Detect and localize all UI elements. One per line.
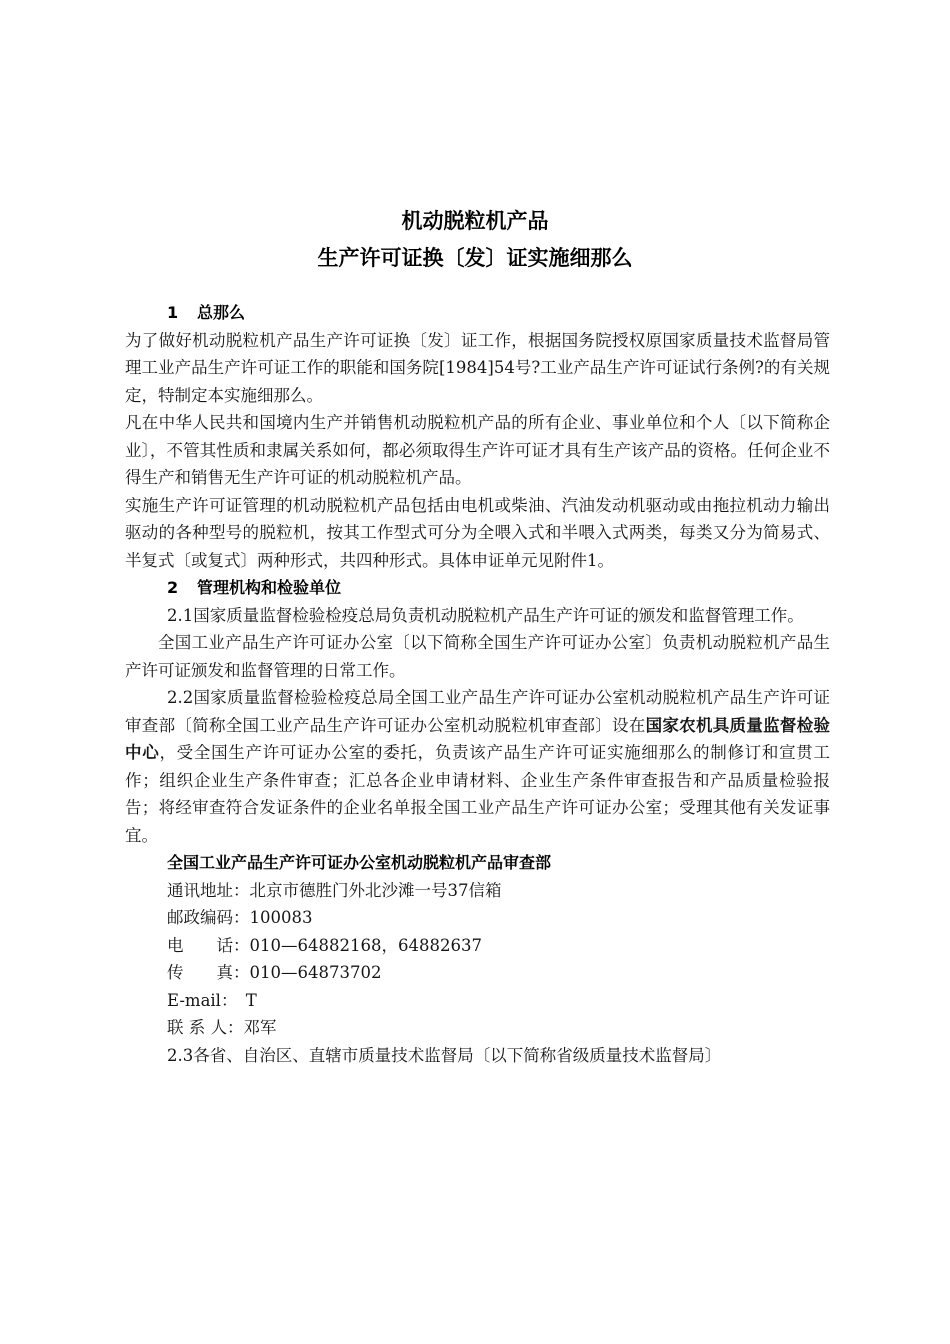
section-title: 管理机构和检验单位 [197,578,342,597]
contact-fax: 传 真：010—64873702 [167,963,382,982]
emphasized-org-name: 国家农机具质量监督检验中心 [125,715,831,762]
paragraph-2-2 [125,684,830,849]
section-number: 1 [167,303,179,322]
contact-email: E-mail： T [167,990,257,1010]
text-run: ，受全国生产许可证办公室的委托，负责该产品生产许可证实施细那么的制修订和宣贯工作；组织企业生产条件审查；汇总各企业申请材料、企业生产条件审查报告和产品质量检验报告；将经审查符合发证条件的企业名单报全国工业产品生产许可证办公室；受理其他有关发证事宜。 [125,743,831,845]
text-run: 2.2国家质量监督检验检疫总局全国工业产品生产许可证办公室机动脱粒机产品生产许可证审查部〔简称全国工业产品生产许可证办公室机动脱粒机审查部〕设在 [125,688,830,735]
contact-block [125,849,830,1069]
contact-address: 通讯地址：北京市德胜门外北沙滩一号37信箱 [167,880,502,900]
contact-heading: 全国工业产品生产许可证办公室机动脱粒机产品审查部 [167,853,552,872]
section-1-heading [125,299,830,327]
paragraph-2-1b: 全国工业产品生产许可证办公室〔以下简称全国生产许可证办公室〕负责机动脱粒机产品生产许可证颁发和监督管理的日常工作。 [125,633,830,680]
contact-person: 联 系 人：邓军 [167,1018,277,1037]
section-title: 总那么 [197,303,246,322]
section-2-heading [125,574,830,602]
document-subtitle: 生产许可证换〔发〕证实施细那么 [317,246,633,270]
paragraph-2-3: 2.3各省、自治区、直辖市质量技术监督局〔以下简称省级质量技术监督局〕 [167,1045,722,1065]
document-title: 机动脱粒机产品 [401,209,549,233]
contact-postcode: 邮政编码：100083 [167,908,313,927]
paragraph: 为了做好机动脱粒机产品生产许可证换〔发〕证工作，根据国务院授权原国家质量技术监督局管理工业产品生产许可证工作的职能和国务院[1984]54号?工业产品生产许可证试行条例?的有关规定，特制定本实施细那么。 [125,330,830,405]
document-body [125,299,830,1069]
section-number: 2 [167,578,179,597]
contact-phone: 电 话：010—64882168，64882637 [167,935,482,955]
paragraph: 凡在中华人民共和国境内生产并销售机动脱粒机产品的所有企业、事业单位和个人〔以下简称企业〕，不管其性质和隶属关系如何，都必须取得生产许可证才具有生产该产品的资格。任何企业不得生产和销售无生产许可证的机动脱粒机产品。 [125,413,830,487]
paragraph-2-1: 2.1国家质量监督检验检疫总局负责机动脱粒机产品生产许可证的颁发和监督管理工作。 [167,605,804,625]
paragraph: 实施生产许可证管理的机动脱粒机产品包括由电机或柴油、汽油发动机驱动或由拖拉机动力输出驱动的各种型号的脱粒机，按其工作型式可分为全喂入式和半喂入式两类，每类又分为简易式、半复式〔或复式〕两种形式，共四种形式。具体申证单元见附件1。 [125,495,830,570]
